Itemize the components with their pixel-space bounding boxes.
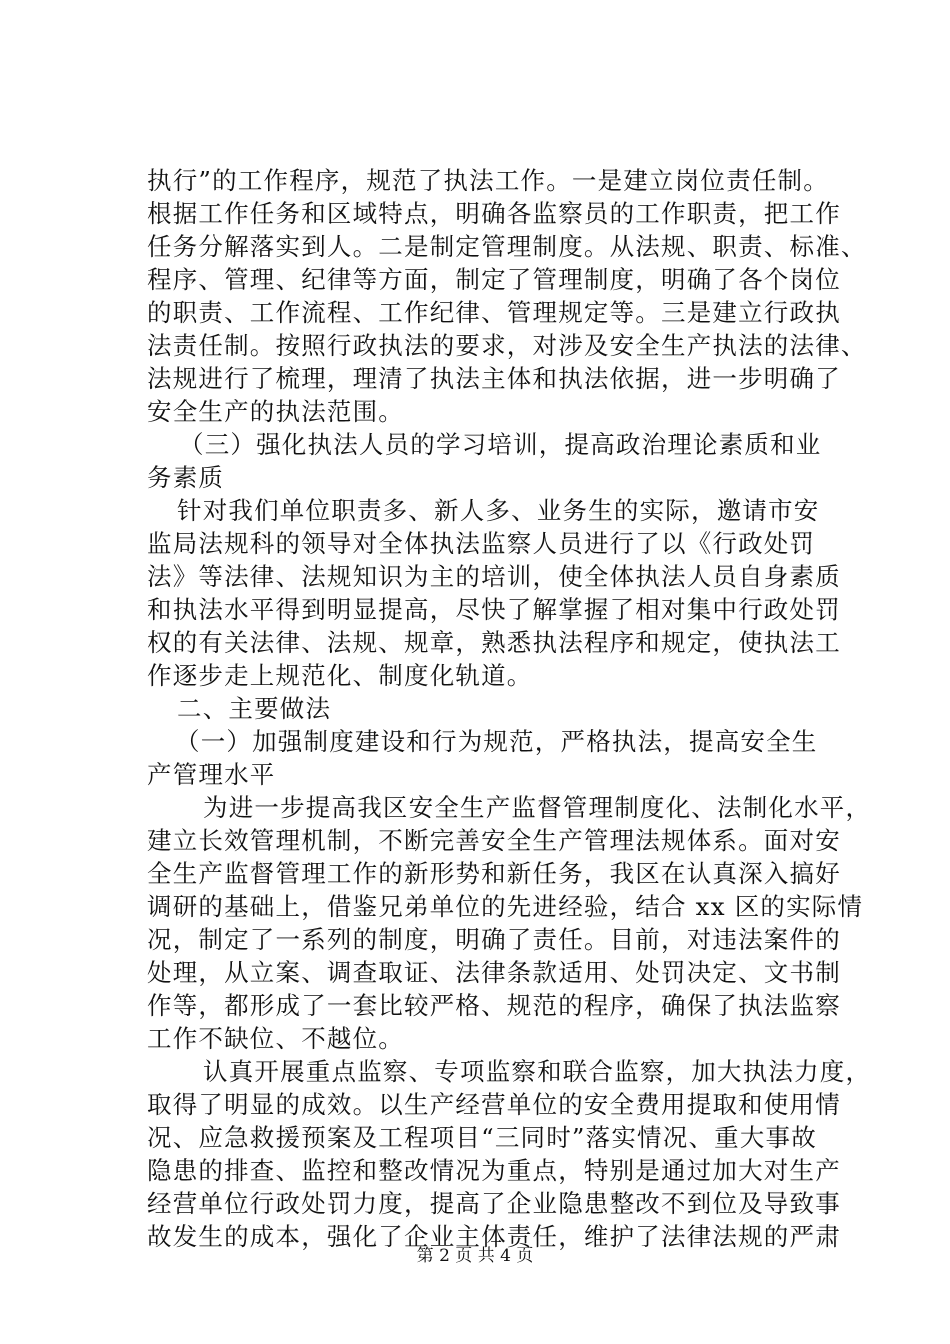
paragraph-line: 建立长效管理机制，不断完善安全生产管理法规体系。面对安 [147, 826, 841, 855]
paragraph-line: 全生产监督管理工作的新形势和新任务，我区在认真深入搞好 [147, 859, 841, 888]
paragraph-line: 和执法水平得到明显提高，尽快了解掌握了相对集中行政处罚 [147, 595, 841, 624]
paragraph-line: 取得了明显的成效。以生产经营单位的安全费用提取和使用情 [147, 1090, 841, 1119]
paragraph-line: 的职责、工作流程、工作纪律、管理规定等。三是建立行政执 [147, 298, 841, 327]
paragraph-line: 务素质 [147, 463, 225, 492]
paragraph-line: 调研的基础上，借鉴兄弟单位的先进经验，结合 xx 区的实际情 [147, 892, 864, 921]
paragraph-line: 经营单位行政处罚力度，提高了企业隐患整改不到位及导致事 [147, 1189, 841, 1218]
paragraph-line: 执行”的工作程序，规范了执法工作。一是建立岗位责任制。 [147, 166, 829, 195]
paragraph-line: （一）加强制度建设和行为规范，严格执法，提高安全生 [175, 727, 818, 756]
paragraph-line: 程序、管理、纪律等方面，制定了管理制度，明确了各个岗位 [147, 265, 841, 294]
paragraph-line: 作逐步走上规范化、制度化轨道。 [147, 661, 533, 690]
paragraph-line: 权的有关法律、法规、规章，熟悉执法程序和规定，使执法工 [147, 628, 841, 657]
paragraph-line: 法责任制。按照行政执法的要求，对涉及安全生产执法的法律、 [147, 331, 867, 360]
paragraph-line: 法规进行了梳理，理清了执法主体和执法依据，进一步明确了 [147, 364, 841, 393]
paragraph-line: 法》等法律、法规知识为主的培训，使全体执法人员自身素质 [147, 562, 841, 591]
paragraph-line: 监局法规科的领导对全体执法监察人员进行了以《行政处罚 [147, 529, 816, 558]
paragraph-line: 产管理水平 [147, 760, 276, 789]
paragraph-line: 安全生产的执法范围。 [147, 397, 404, 426]
page-footer: 第 2 页 共 4 页 [416, 1246, 534, 1266]
paragraph-line: 针对我们单位职责多、新人多、业务生的实际，邀请市安 [177, 496, 820, 525]
paragraph-line: 二、主要做法 [177, 694, 332, 723]
paragraph-line: （三）强化执法人员的学习培训，提高政治理论素质和业 [179, 430, 822, 459]
paragraph-line: 为进一步提高我区安全生产监督管理制度化、法制化水平， [203, 793, 872, 822]
paragraph-line: 认真开展重点监察、专项监察和联合监察，加大执法力度， [203, 1057, 872, 1086]
paragraph-line: 故发生的成本，强化了企业主体责任，维护了法律法规的严肃 [147, 1222, 841, 1251]
paragraph-line: 况，制定了一系列的制度，明确了责任。目前，对违法案件的 [147, 925, 841, 954]
paragraph-line: 根据工作任务和区域特点，明确各监察员的工作职责，把工作 [147, 199, 841, 228]
paragraph-line: 处理，从立案、调查取证、法律条款适用、处罚决定、文书制 [147, 958, 841, 987]
paragraph-line: 任务分解落实到人。二是制定管理制度。从法规、职责、标准、 [147, 232, 867, 261]
paragraph-line: 工作不缺位、不越位。 [147, 1024, 404, 1053]
paragraph-line: 作等，都形成了一套比较严格、规范的程序，确保了执法监察 [147, 991, 841, 1020]
paragraph-line: 况、应急救援预案及工程项目“三同时”落实情况、重大事故 [147, 1123, 817, 1152]
paragraph-line: 隐患的排查、监控和整改情况为重点，特别是通过加大对生产 [147, 1156, 841, 1185]
